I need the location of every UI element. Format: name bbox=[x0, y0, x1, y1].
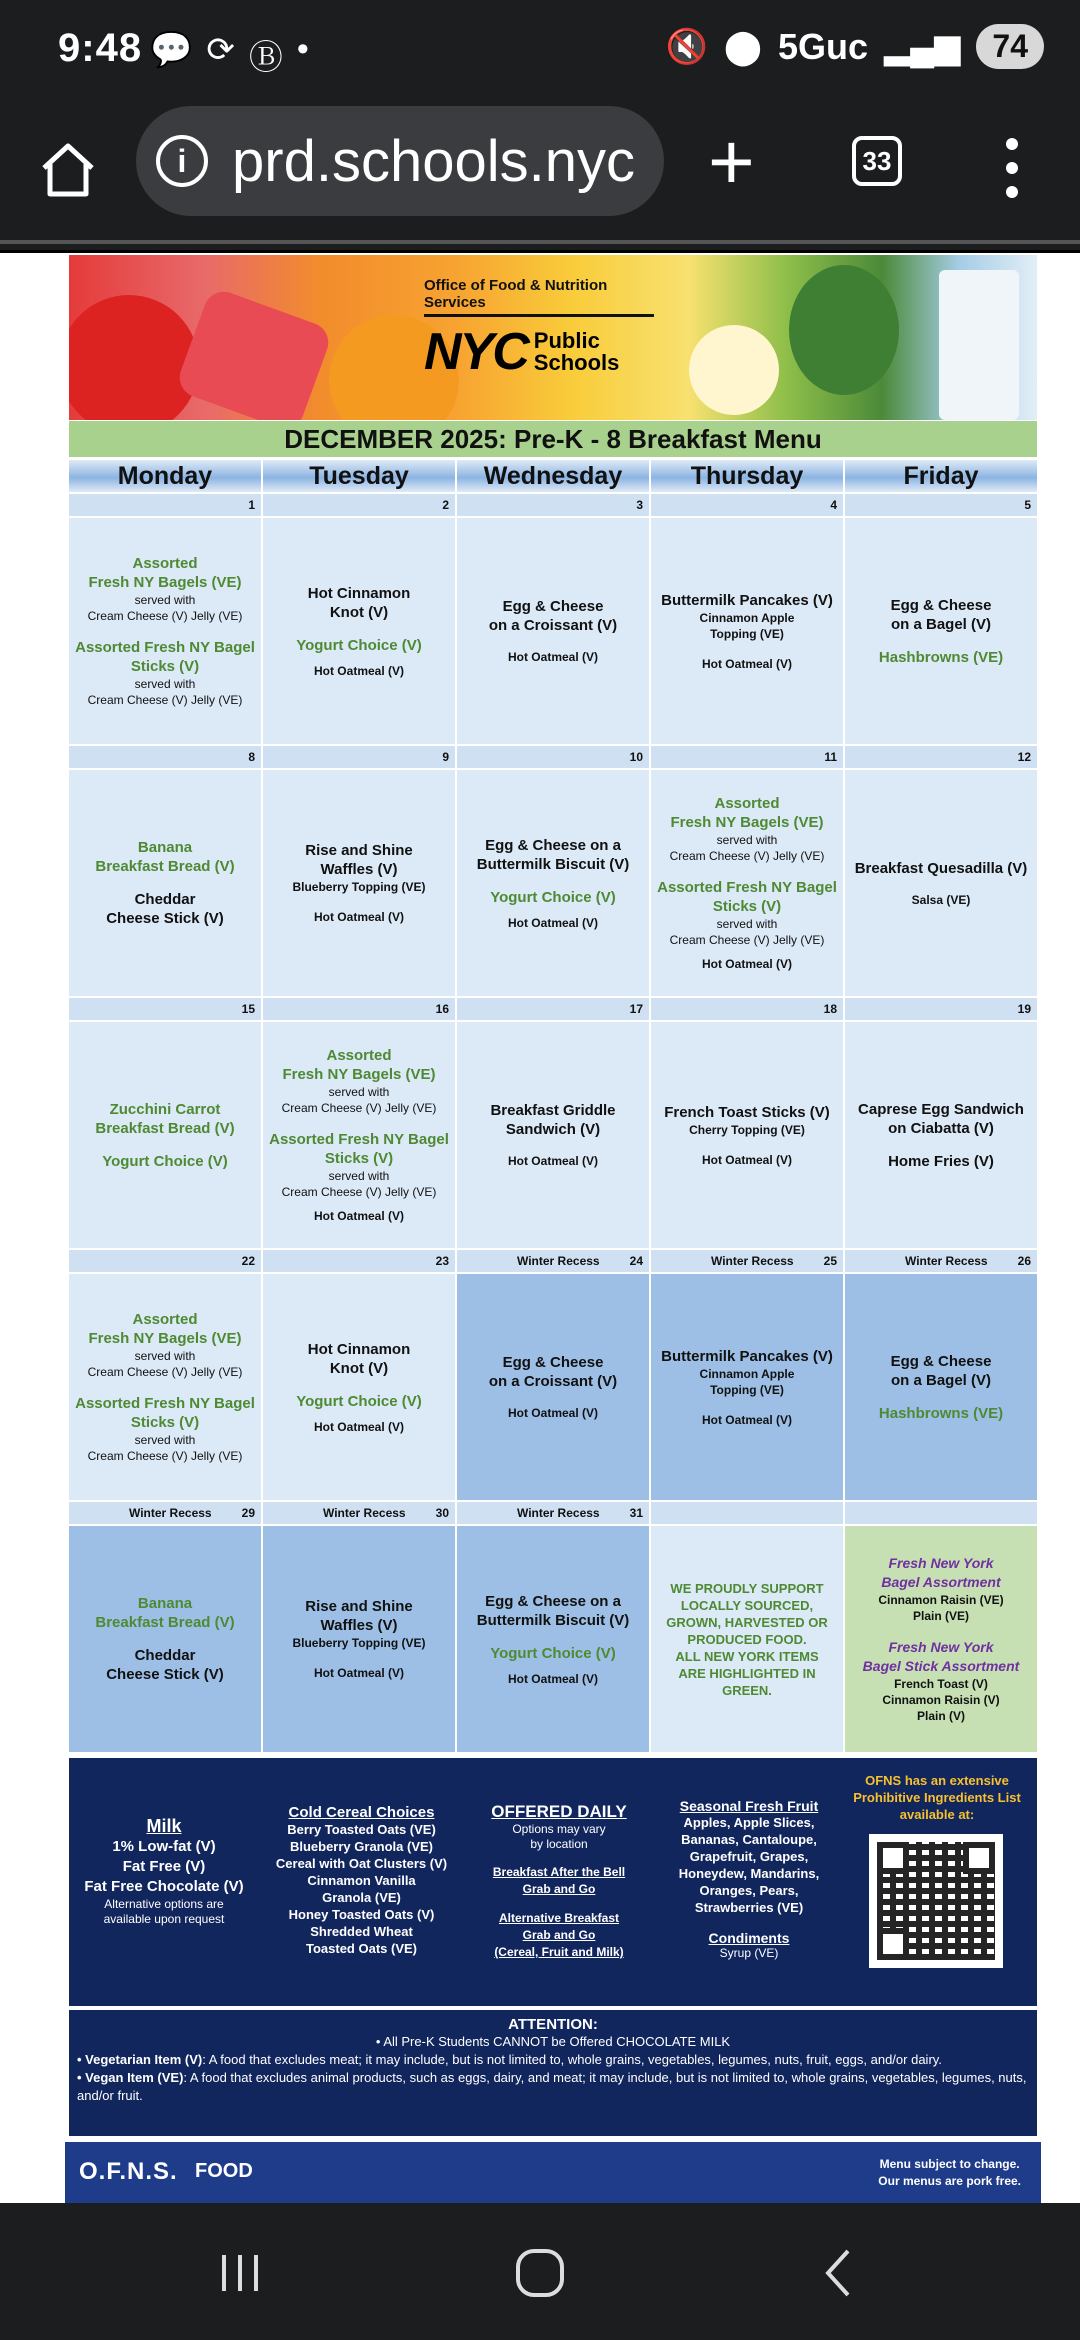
menu-item-line: Sticks (V) bbox=[130, 658, 200, 675]
web-page bbox=[0, 253, 1080, 2203]
menu-item-line: Plain (VE) bbox=[912, 1609, 969, 1623]
menu-item-line: on a Croissant (V) bbox=[488, 1373, 618, 1390]
date-strip bbox=[263, 1502, 455, 1524]
menu-day-cell bbox=[845, 518, 1037, 744]
attention-heading: ATTENTION: bbox=[508, 2016, 598, 2033]
cereal-item: Cereal with Oat Clusters (V) bbox=[275, 1856, 448, 1871]
menu-item-line: Egg & Cheese bbox=[502, 598, 604, 615]
milk-note: available upon request bbox=[103, 1912, 225, 1926]
menu-calendar bbox=[69, 460, 1037, 1752]
menu-item-line: Assorted bbox=[132, 555, 198, 572]
menu-item-line: served with bbox=[328, 1085, 390, 1099]
schools-word: Schools bbox=[533, 350, 620, 375]
menu-item-line: Hot Oatmeal (V) bbox=[313, 910, 404, 924]
more-menu-icon[interactable] bbox=[1000, 138, 1024, 198]
vegetarian-label: • Vegetarian Item (V) bbox=[77, 2052, 203, 2067]
menu-item-line: Assorted Fresh NY Bagel bbox=[269, 1131, 449, 1148]
menu-day-cell bbox=[69, 1274, 261, 1500]
nyc-schools-logo bbox=[424, 277, 654, 387]
condiments-heading: Condiments bbox=[708, 1930, 790, 1946]
menu-item-line: Hashbrowns (VE) bbox=[878, 648, 1004, 666]
signal-icon: ▂▄▆ bbox=[884, 27, 961, 66]
menu-item-line: ARE HIGHLIGHTED IN GREEN. bbox=[678, 1665, 816, 1698]
public-word: Public bbox=[533, 328, 600, 353]
date-number: 2 bbox=[442, 498, 449, 512]
date-strip bbox=[457, 1250, 649, 1272]
offered-daily-item: Alternative Breakfast bbox=[498, 1911, 620, 1925]
dot-icon: • bbox=[296, 30, 309, 68]
cereal-item: Shredded Wheat bbox=[310, 1924, 413, 1939]
menu-item-line: Fresh NY Bagels (VE) bbox=[282, 1066, 436, 1083]
offered-daily-note: by location bbox=[530, 1837, 588, 1851]
date-strip bbox=[845, 746, 1037, 768]
date-strip bbox=[457, 494, 649, 516]
menu-item-line: Bagel Stick Assortment bbox=[862, 1658, 1020, 1674]
menu-item-line: Sticks (V) bbox=[324, 1150, 394, 1167]
menu-item-line: Yogurt Choice (V) bbox=[296, 636, 422, 654]
menu-item-line: Cinnamon Apple bbox=[699, 610, 795, 625]
fruit-section bbox=[659, 1798, 839, 1961]
menu-day-cell bbox=[845, 770, 1037, 996]
menu-item-line: on a Croissant (V) bbox=[488, 617, 618, 634]
date-number: 24 bbox=[629, 1254, 643, 1268]
menu-item-line: Sticks (V) bbox=[712, 898, 782, 915]
date-strip bbox=[69, 746, 261, 768]
cereal-heading: Cold Cereal Choices bbox=[288, 1804, 435, 1821]
menu-day-cell bbox=[845, 1274, 1037, 1500]
date-number: 19 bbox=[1017, 1002, 1031, 1016]
milk-note: Alternative options are bbox=[104, 1897, 224, 1911]
fruit-heading: Seasonal Fresh Fruit bbox=[679, 1798, 819, 1814]
menu-item-line: Zucchini Carrot bbox=[109, 1100, 221, 1118]
menu-item-line: Egg & Cheese bbox=[502, 1354, 604, 1371]
mute-icon: 🔇 bbox=[665, 27, 708, 66]
menu-item-line: Assorted Fresh NY Bagel bbox=[75, 639, 255, 656]
vegan-label: • Vegan Item (VE) bbox=[77, 2070, 184, 2085]
date-strip bbox=[263, 998, 455, 1020]
menu-day-cell bbox=[845, 1022, 1037, 1248]
day-header-wednesday: Wednesday bbox=[457, 460, 649, 492]
menu-item-line: Blueberry Topping (VE) bbox=[292, 1636, 426, 1650]
menu-item-line: Cheese Stick (V) bbox=[106, 910, 224, 927]
menu-day-cell bbox=[457, 1526, 649, 1752]
date-number: 15 bbox=[241, 1002, 255, 1016]
offered-daily-heading: OFFERED DAILY bbox=[491, 1802, 627, 1821]
vegetarian-text: : A food that excludes meat; it may include, but is not limited to, whole grains, vegetables, legumes, nuts, fruit, eggs, and/or dairy. bbox=[202, 2052, 942, 2067]
menu-item-line: Hot Oatmeal (V) bbox=[313, 1419, 404, 1434]
cereal-item: Blueberry Granola (VE) bbox=[289, 1839, 434, 1854]
recess-label: Winter Recess bbox=[711, 1254, 794, 1268]
cereal-item: Berry Toasted Oats (VE) bbox=[287, 1822, 436, 1837]
url-text: prd.schools.nyc bbox=[232, 128, 635, 194]
menu-footer bbox=[65, 2142, 1041, 2204]
vegetarian-definition bbox=[77, 2051, 1029, 2069]
cereal-item: Cinnamon Vanilla bbox=[307, 1873, 416, 1888]
menu-item-line: Hashbrowns (VE) bbox=[878, 1404, 1004, 1422]
date-strip bbox=[69, 1502, 261, 1524]
menu-item-line: Fresh New York bbox=[888, 1555, 994, 1571]
network-label: 5Guc bbox=[777, 25, 869, 67]
menu-item-line: Caprese Egg Sandwich bbox=[858, 1100, 1024, 1118]
site-info-icon[interactable]: i bbox=[156, 135, 208, 187]
day-header-thursday: Thursday bbox=[651, 460, 843, 492]
menu-item-line: Cream Cheese (V) Jelly (VE) bbox=[87, 1449, 243, 1463]
logo-rule bbox=[424, 314, 654, 317]
status-bar bbox=[0, 0, 1080, 100]
attention-chocolate-milk: • All Pre-K Students CANNOT be Offered CHOCOLATE MILK bbox=[375, 2034, 731, 2049]
menu-day-cell bbox=[263, 1022, 455, 1248]
date-strip bbox=[69, 998, 261, 1020]
date-number: 16 bbox=[435, 1002, 449, 1016]
menu-item-line: Fresh New York bbox=[888, 1639, 994, 1655]
date-strip bbox=[651, 998, 843, 1020]
date-strip bbox=[651, 494, 843, 516]
menu-item-line: Buttermilk Pancakes (V) bbox=[661, 591, 833, 609]
date-strip bbox=[845, 998, 1037, 1020]
condiments-item: Syrup (VE) bbox=[719, 1946, 779, 1960]
date-number: 23 bbox=[435, 1254, 449, 1268]
recent-apps-icon[interactable] bbox=[210, 2243, 270, 2303]
date-strip bbox=[69, 1250, 261, 1272]
recess-label: Winter Recess bbox=[905, 1254, 988, 1268]
menu-item-line: Hot Oatmeal (V) bbox=[313, 1209, 404, 1223]
menu-day-cell bbox=[263, 518, 455, 744]
menu-item-line: Waffles (V) bbox=[320, 861, 398, 878]
menu-day-cell bbox=[651, 518, 843, 744]
menu-item-line: Waffles (V) bbox=[320, 1617, 398, 1634]
date-number: 5 bbox=[1024, 498, 1031, 512]
recess-label: Winter Recess bbox=[517, 1254, 600, 1268]
back-icon[interactable] bbox=[810, 2243, 870, 2303]
menu-item-line: served with bbox=[134, 677, 196, 691]
cereal-item: Toasted Oats (VE) bbox=[305, 1941, 417, 1956]
footer-note-line: Menu subject to change. bbox=[879, 2157, 1020, 2171]
menu-item-line: WE PROUDLY SUPPORT bbox=[670, 1580, 824, 1596]
menu-item-line: Hot Oatmeal (V) bbox=[507, 915, 598, 930]
menu-item-line: Topping (VE) bbox=[710, 1382, 784, 1397]
menu-day-cell bbox=[651, 1022, 843, 1248]
menu-item-line: Yogurt Choice (V) bbox=[296, 1392, 422, 1410]
prohibitive-ingredients-note bbox=[849, 1772, 1025, 1823]
menu-item-line: Egg & Cheese bbox=[890, 1352, 992, 1370]
menu-title: DECEMBER 2025: Pre-K - 8 Breakfast Menu bbox=[69, 421, 1037, 457]
date-strip bbox=[263, 494, 455, 516]
menu-item-line: Egg & Cheese on a bbox=[485, 836, 621, 854]
watermelon-icon bbox=[174, 286, 334, 420]
menu-item-line: Breakfast Bread (V) bbox=[95, 1119, 235, 1137]
date-number: 9 bbox=[442, 750, 449, 764]
menu-item-line: Cream Cheese (V) Jelly (VE) bbox=[87, 693, 243, 707]
menu-item-line: on a Bagel (V) bbox=[890, 1371, 991, 1389]
chat-icon: 💬 bbox=[150, 31, 193, 69]
menu-item-line: Buttermilk Biscuit (V) bbox=[476, 855, 630, 873]
offered-daily-item: Breakfast After the Bell bbox=[492, 1865, 626, 1879]
menu-item-line: PRODUCED FOOD. bbox=[687, 1631, 807, 1647]
date-strip bbox=[845, 1250, 1037, 1272]
menu-item-line: Fresh NY Bagels (VE) bbox=[88, 574, 242, 591]
menu-item-line: Egg & Cheese on a bbox=[485, 1592, 621, 1610]
address-bar[interactable] bbox=[136, 106, 664, 216]
date-strip bbox=[263, 746, 455, 768]
menu-item-line: Breakfast Quesadilla (V) bbox=[854, 859, 1028, 877]
menu-day-cell bbox=[845, 1526, 1037, 1752]
menu-item-line: Blueberry Topping (VE) bbox=[292, 880, 426, 894]
menu-item-line: Hot Oatmeal (V) bbox=[701, 1412, 792, 1427]
date-number: 26 bbox=[1017, 1254, 1031, 1268]
milk-item: 1% Low-fat (V) bbox=[112, 1838, 216, 1855]
menu-item-line: Breakfast Bread (V) bbox=[95, 1614, 235, 1631]
menu-item-line: Cheddar bbox=[134, 1647, 196, 1664]
menu-day-cell bbox=[651, 1526, 843, 1752]
fruit-item: Oranges, Pears, bbox=[699, 1883, 799, 1898]
menu-day-cell bbox=[457, 518, 649, 744]
date-number: 25 bbox=[823, 1254, 837, 1268]
apple-icon bbox=[69, 295, 199, 420]
menu-item-line: on a Bagel (V) bbox=[890, 615, 991, 633]
menu-day-cell bbox=[263, 1274, 455, 1500]
date-strip bbox=[845, 1502, 1037, 1524]
egg-icon bbox=[689, 325, 779, 415]
menu-day-cell bbox=[69, 518, 261, 744]
menu-item-line: Hot Oatmeal (V) bbox=[507, 1154, 598, 1168]
fruit-item: Strawberries (VE) bbox=[694, 1900, 804, 1915]
menu-item-line: Hot Oatmeal (V) bbox=[507, 1671, 598, 1686]
menu-day-cell bbox=[651, 770, 843, 996]
fruit-item: Bananas, Cantaloupe, bbox=[681, 1832, 817, 1847]
vegan-definition bbox=[77, 2069, 1029, 2105]
menu-item-line: Bagel Assortment bbox=[881, 1574, 1001, 1590]
recess-label: Winter Recess bbox=[129, 1506, 212, 1520]
offered-daily-item: Grab and Go bbox=[522, 1882, 596, 1896]
fruit-item: Grapefruit, Grapes, bbox=[689, 1849, 809, 1864]
menu-item-line: Cinnamon Raisin (V) bbox=[882, 1693, 1000, 1707]
menu-item-line: French Toast (V) bbox=[894, 1677, 988, 1691]
menu-item-line: Plain (V) bbox=[916, 1709, 965, 1723]
date-number: 11 bbox=[824, 750, 837, 764]
date-strip bbox=[457, 998, 649, 1020]
menu-item-line: Hot Oatmeal (V) bbox=[507, 1406, 598, 1420]
menu-item-line: Cinnamon Apple bbox=[699, 1366, 795, 1381]
menu-item-line: Cheese Stick (V) bbox=[106, 1666, 224, 1683]
menu-day-cell bbox=[263, 1526, 455, 1752]
menu-item-line: LOCALLY SOURCED, bbox=[680, 1597, 814, 1613]
milk-heading: Milk bbox=[146, 1816, 182, 1836]
menu-item-line: Yogurt Choice (V) bbox=[490, 1644, 616, 1662]
menu-item-line: Banana bbox=[137, 1595, 193, 1612]
qr-code-icon[interactable] bbox=[869, 1834, 1003, 1968]
milk-item: Fat Free Chocolate (V) bbox=[84, 1878, 244, 1895]
notification-icons bbox=[150, 30, 309, 79]
menu-item-line: GROWN, HARVESTED OR bbox=[666, 1614, 828, 1630]
menu-item-line: Home Fries (V) bbox=[888, 1152, 994, 1170]
date-number: 1 bbox=[248, 498, 255, 512]
menu-item-line: Assorted Fresh NY Bagel bbox=[75, 1395, 255, 1412]
menu-item-line: Cheddar bbox=[134, 891, 196, 908]
menu-item-line: Knot (V) bbox=[329, 603, 389, 621]
menu-item-line: Hot Oatmeal (V) bbox=[313, 1666, 404, 1680]
milk-item: Fat Free (V) bbox=[122, 1858, 206, 1875]
battery-badge: 74 bbox=[976, 24, 1044, 69]
cereal-item: Granola (VE) bbox=[322, 1890, 401, 1905]
menu-item-line: Hot Oatmeal (V) bbox=[313, 663, 404, 678]
menu-item-line: served with bbox=[134, 593, 196, 607]
location-icon: ⬤ bbox=[723, 27, 762, 66]
menu-item-line: Assorted Fresh NY Bagel bbox=[657, 879, 837, 896]
milk-carton-icon bbox=[939, 270, 1019, 420]
menu-item-line: ALL NEW YORK ITEMS bbox=[675, 1648, 819, 1664]
date-number: 29 bbox=[241, 1506, 255, 1520]
date-number: 17 bbox=[629, 1002, 643, 1016]
menu-item-line: Hot Cinnamon bbox=[307, 1340, 411, 1358]
footer-note bbox=[878, 2156, 1021, 2190]
menu-item-line: Sandwich (V) bbox=[505, 1121, 601, 1138]
menu-item-line: Knot (V) bbox=[329, 1359, 389, 1377]
menu-day-cell bbox=[457, 770, 649, 996]
date-strip bbox=[651, 746, 843, 768]
menu-item-line: Rise and Shine bbox=[305, 1598, 413, 1615]
menu-item-line: Egg & Cheese bbox=[890, 596, 992, 614]
nyc-wordmark: NYC bbox=[424, 323, 528, 381]
status-right bbox=[666, 24, 1044, 69]
date-number: 22 bbox=[241, 1254, 255, 1268]
menu-item-line: Yogurt Choice (V) bbox=[490, 888, 616, 906]
offered-daily-item: (Cereal, Fruit and Milk) bbox=[494, 1945, 624, 1959]
menu-item-line: Banana bbox=[137, 839, 193, 856]
office-name: Office of Food & Nutrition Services bbox=[424, 277, 608, 311]
menu-item-line: Cream Cheese (V) Jelly (VE) bbox=[669, 933, 825, 947]
offered-daily-note: Options may vary bbox=[512, 1822, 606, 1836]
day-header-tuesday: Tuesday bbox=[263, 460, 455, 492]
date-strip bbox=[457, 1502, 649, 1524]
date-strip bbox=[263, 1250, 455, 1272]
menu-item-line: Cream Cheese (V) Jelly (VE) bbox=[87, 1365, 243, 1379]
home-icon[interactable] bbox=[36, 138, 100, 202]
menu-item-line: Salsa (VE) bbox=[911, 892, 971, 907]
ofns-note-line: OFNS has an extensive bbox=[865, 1773, 1009, 1788]
offered-daily-item: Grab and Go bbox=[522, 1928, 596, 1942]
date-number: 30 bbox=[435, 1506, 449, 1520]
date-strip bbox=[69, 494, 261, 516]
menu-item-line: Hot Oatmeal (V) bbox=[701, 957, 792, 971]
menu-item-line: Hot Oatmeal (V) bbox=[701, 656, 792, 671]
menu-item-line: Cream Cheese (V) Jelly (VE) bbox=[87, 609, 243, 623]
menu-item-line: Topping (VE) bbox=[710, 626, 784, 641]
offerings-panel bbox=[69, 1758, 1037, 2006]
menu-day-cell bbox=[457, 1274, 649, 1500]
menu-item-line: on Ciabatta (V) bbox=[888, 1119, 994, 1137]
status-time: 9:48 bbox=[58, 26, 143, 70]
menu-item-line: Cream Cheese (V) Jelly (VE) bbox=[281, 1101, 437, 1115]
menu-item-line: Hot Oatmeal (V) bbox=[507, 650, 598, 664]
menu-item-line: Yogurt Choice (V) bbox=[102, 1152, 228, 1170]
day-header-friday: Friday bbox=[845, 460, 1037, 492]
date-strip bbox=[651, 1250, 843, 1272]
menu-item-line: Buttermilk Pancakes (V) bbox=[661, 1347, 833, 1365]
system-navigation-bar bbox=[0, 2203, 1080, 2340]
menu-item-line: Sticks (V) bbox=[130, 1414, 200, 1431]
date-number: 8 bbox=[248, 750, 255, 764]
cereal-section bbox=[269, 1804, 454, 1957]
attention-panel bbox=[69, 2010, 1037, 2136]
milk-section bbox=[79, 1816, 249, 1927]
toolbar-divider bbox=[0, 240, 1080, 244]
menu-item-line: served with bbox=[134, 1349, 196, 1363]
date-strip bbox=[845, 494, 1037, 516]
footer-note-line: Our menus are pork free. bbox=[878, 2174, 1021, 2188]
menu-item-line: served with bbox=[716, 833, 778, 847]
menu-item-line: Buttermilk Biscuit (V) bbox=[476, 1611, 630, 1629]
date-strip bbox=[651, 1502, 843, 1524]
menu-item-line: Cherry Topping (VE) bbox=[689, 1122, 805, 1137]
sync-icon: ⟳ bbox=[206, 31, 235, 69]
menu-day-cell bbox=[69, 1526, 261, 1752]
recess-label: Winter Recess bbox=[517, 1506, 600, 1520]
date-number: 3 bbox=[636, 498, 643, 512]
browser-toolbar bbox=[0, 100, 1080, 250]
header-banner bbox=[69, 255, 1037, 420]
menu-day-cell bbox=[69, 770, 261, 996]
menu-item-line: served with bbox=[134, 1433, 196, 1447]
date-number: 18 bbox=[823, 1002, 837, 1016]
menu-item-line: Hot Oatmeal (V) bbox=[701, 1152, 792, 1167]
menu-item-line: Assorted bbox=[132, 1311, 198, 1328]
menu-day-cell bbox=[263, 770, 455, 996]
date-number: 12 bbox=[1017, 750, 1031, 764]
menu-document bbox=[69, 255, 1037, 2204]
ofns-note-line: available at: bbox=[899, 1807, 975, 1822]
menu-item-line: Hot Cinnamon bbox=[307, 584, 411, 602]
date-number: 31 bbox=[629, 1506, 643, 1520]
offered-daily-section bbox=[464, 1802, 654, 1961]
menu-item-line: Fresh NY Bagels (VE) bbox=[670, 814, 824, 831]
new-tab-icon[interactable]: + bbox=[708, 117, 755, 206]
broccoli-icon bbox=[789, 265, 899, 395]
day-header-monday: Monday bbox=[69, 460, 261, 492]
menu-item-line: Assorted bbox=[714, 795, 780, 812]
menu-item-line: served with bbox=[716, 917, 778, 931]
recess-label: Winter Recess bbox=[323, 1506, 406, 1520]
menu-item-line: Fresh NY Bagels (VE) bbox=[88, 1330, 242, 1347]
cereal-item: Honey Toasted Oats (V) bbox=[288, 1907, 435, 1922]
vegan-text: : A food that excludes animal products, such as eggs, dairy, and meat; it may include, but is not limited to, whole grains, vegetables, legumes, nuts, and/or fruit. bbox=[77, 2070, 1027, 2103]
b-app-icon: Ⓑ bbox=[248, 39, 283, 77]
menu-item-line: served with bbox=[328, 1169, 390, 1183]
fruit-item: Honeydew, Mandarins, bbox=[678, 1866, 820, 1881]
menu-day-cell bbox=[651, 1274, 843, 1500]
date-number: 10 bbox=[629, 750, 643, 764]
ofns-note-line: Prohibitive Ingredients List bbox=[853, 1790, 1021, 1805]
menu-item-line: Rise and Shine bbox=[305, 842, 413, 859]
menu-item-line: Breakfast Griddle bbox=[490, 1102, 616, 1119]
home-nav-icon[interactable] bbox=[510, 2243, 570, 2303]
menu-item-line: Breakfast Bread (V) bbox=[95, 858, 235, 875]
menu-day-cell bbox=[457, 1022, 649, 1248]
tab-switcher-button[interactable]: 33 bbox=[852, 136, 902, 186]
menu-item-line: French Toast Sticks (V) bbox=[664, 1103, 830, 1121]
menu-item-line: Cream Cheese (V) Jelly (VE) bbox=[281, 1185, 437, 1199]
date-strip bbox=[457, 746, 649, 768]
ofns-logo: O.F.N.S. bbox=[79, 2158, 178, 2185]
menu-item-line: Assorted bbox=[326, 1047, 392, 1064]
menu-item-line: Cream Cheese (V) Jelly (VE) bbox=[669, 849, 825, 863]
menu-item-line: Cinnamon Raisin (VE) bbox=[878, 1593, 1004, 1607]
date-number: 4 bbox=[830, 498, 837, 512]
food-alliance-logo: FOOD bbox=[195, 2160, 253, 2182]
menu-day-cell bbox=[69, 1022, 261, 1248]
fruit-item: Apples, Apple Slices, bbox=[683, 1815, 815, 1830]
